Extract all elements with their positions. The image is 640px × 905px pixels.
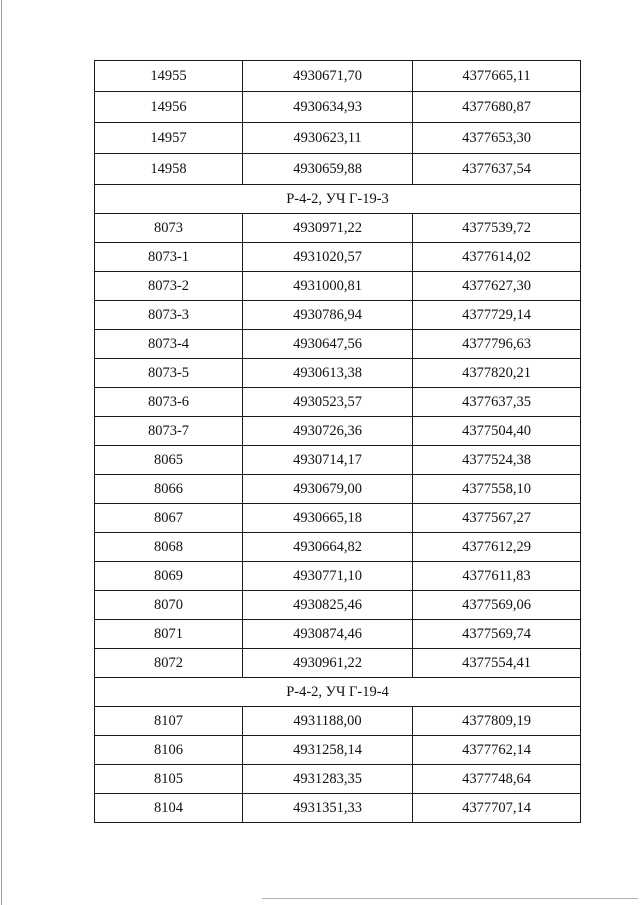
x-coordinate-cell: 4930714,17 — [243, 446, 413, 475]
table-row — [95, 359, 581, 388]
point-id-cell: 8068 — [95, 533, 243, 562]
page-edge-line — [1, 0, 2, 905]
point-id-cell: 8073-2 — [95, 272, 243, 301]
y-coordinate-cell: 4377665,11 — [413, 61, 581, 92]
y-coordinate-cell: 4377680,87 — [413, 92, 581, 123]
table-row — [95, 736, 581, 765]
point-id-cell: 8073-5 — [95, 359, 243, 388]
y-coordinate-cell: 4377567,27 — [413, 504, 581, 533]
point-id-cell: 8073 — [95, 214, 243, 243]
y-coordinate-cell: 4377653,30 — [413, 123, 581, 154]
point-id-cell: 8073-3 — [95, 301, 243, 330]
section-header-row — [95, 185, 581, 214]
table-row — [95, 620, 581, 649]
point-id-cell: 8066 — [95, 475, 243, 504]
y-coordinate-cell: 4377729,14 — [413, 301, 581, 330]
x-coordinate-cell: 4930726,36 — [243, 417, 413, 446]
y-coordinate-cell: 4377611,83 — [413, 562, 581, 591]
table-row — [95, 388, 581, 417]
x-coordinate-cell: 4930523,57 — [243, 388, 413, 417]
table-row — [95, 123, 581, 154]
point-id-cell: 8073-1 — [95, 243, 243, 272]
point-id-cell: 14957 — [95, 123, 243, 154]
x-coordinate-cell: 4930961,22 — [243, 649, 413, 678]
x-coordinate-cell: 4931188,00 — [243, 707, 413, 736]
table-row — [95, 562, 581, 591]
x-coordinate-cell: 4930786,94 — [243, 301, 413, 330]
x-coordinate-cell: 4930771,10 — [243, 562, 413, 591]
y-coordinate-cell: 4377614,02 — [413, 243, 581, 272]
section-title: Р-4-2, УЧ Г-19-3 — [95, 185, 581, 214]
x-coordinate-cell: 4930613,38 — [243, 359, 413, 388]
point-id-cell: 14958 — [95, 154, 243, 185]
y-coordinate-cell: 4377637,54 — [413, 154, 581, 185]
point-id-cell: 8105 — [95, 765, 243, 794]
y-coordinate-cell: 4377762,14 — [413, 736, 581, 765]
table-row — [95, 707, 581, 736]
x-coordinate-cell: 4930671,70 — [243, 61, 413, 92]
table-row — [95, 475, 581, 504]
x-coordinate-cell: 4931351,33 — [243, 794, 413, 823]
table-row — [95, 533, 581, 562]
x-coordinate-cell: 4930971,22 — [243, 214, 413, 243]
x-coordinate-cell: 4931000,81 — [243, 272, 413, 301]
y-coordinate-cell: 4377524,38 — [413, 446, 581, 475]
x-coordinate-cell: 4930874,46 — [243, 620, 413, 649]
x-coordinate-cell: 4931283,35 — [243, 765, 413, 794]
point-id-cell: 8065 — [95, 446, 243, 475]
point-id-cell: 14955 — [95, 61, 243, 92]
table-row — [95, 272, 581, 301]
section-title: Р-4-2, УЧ Г-19-4 — [95, 678, 581, 707]
point-id-cell: 14956 — [95, 92, 243, 123]
point-id-cell: 8106 — [95, 736, 243, 765]
y-coordinate-cell: 4377627,30 — [413, 272, 581, 301]
x-coordinate-cell: 4930825,46 — [243, 591, 413, 620]
x-coordinate-cell: 4930659,88 — [243, 154, 413, 185]
point-id-cell: 8107 — [95, 707, 243, 736]
y-coordinate-cell: 4377569,74 — [413, 620, 581, 649]
point-id-cell: 8073-6 — [95, 388, 243, 417]
table-row — [95, 214, 581, 243]
x-coordinate-cell: 4930647,56 — [243, 330, 413, 359]
y-coordinate-cell: 4377748,64 — [413, 765, 581, 794]
table-row — [95, 794, 581, 823]
point-id-cell: 8069 — [95, 562, 243, 591]
y-coordinate-cell: 4377707,14 — [413, 794, 581, 823]
x-coordinate-cell: 4930664,82 — [243, 533, 413, 562]
x-coordinate-cell: 4930623,11 — [243, 123, 413, 154]
point-id-cell: 8073-7 — [95, 417, 243, 446]
table-row — [95, 765, 581, 794]
point-id-cell: 8072 — [95, 649, 243, 678]
y-coordinate-cell: 4377637,35 — [413, 388, 581, 417]
x-coordinate-cell: 4930634,93 — [243, 92, 413, 123]
point-id-cell: 8073-4 — [95, 330, 243, 359]
table-row — [95, 61, 581, 92]
section-header-row — [95, 678, 581, 707]
y-coordinate-cell: 4377796,63 — [413, 330, 581, 359]
table-row — [95, 649, 581, 678]
table-row — [95, 92, 581, 123]
y-coordinate-cell: 4377558,10 — [413, 475, 581, 504]
point-id-cell: 8070 — [95, 591, 243, 620]
y-coordinate-cell: 4377539,72 — [413, 214, 581, 243]
table-row — [95, 243, 581, 272]
y-coordinate-cell: 4377820,21 — [413, 359, 581, 388]
y-coordinate-cell: 4377809,19 — [413, 707, 581, 736]
point-id-cell: 8067 — [95, 504, 243, 533]
x-coordinate-cell: 4931020,57 — [243, 243, 413, 272]
table-row — [95, 330, 581, 359]
x-coordinate-cell: 4930679,00 — [243, 475, 413, 504]
point-id-cell: 8071 — [95, 620, 243, 649]
footer-divider — [262, 898, 638, 899]
y-coordinate-cell: 4377612,29 — [413, 533, 581, 562]
point-id-cell: 8104 — [95, 794, 243, 823]
table-row — [95, 154, 581, 185]
table-row — [95, 446, 581, 475]
table-row — [95, 591, 581, 620]
y-coordinate-cell: 4377554,41 — [413, 649, 581, 678]
x-coordinate-cell: 4931258,14 — [243, 736, 413, 765]
y-coordinate-cell: 4377504,40 — [413, 417, 581, 446]
coordinates-table — [94, 60, 581, 823]
y-coordinate-cell: 4377569,06 — [413, 591, 581, 620]
table-row — [95, 504, 581, 533]
table-row — [95, 417, 581, 446]
x-coordinate-cell: 4930665,18 — [243, 504, 413, 533]
table-row — [95, 301, 581, 330]
